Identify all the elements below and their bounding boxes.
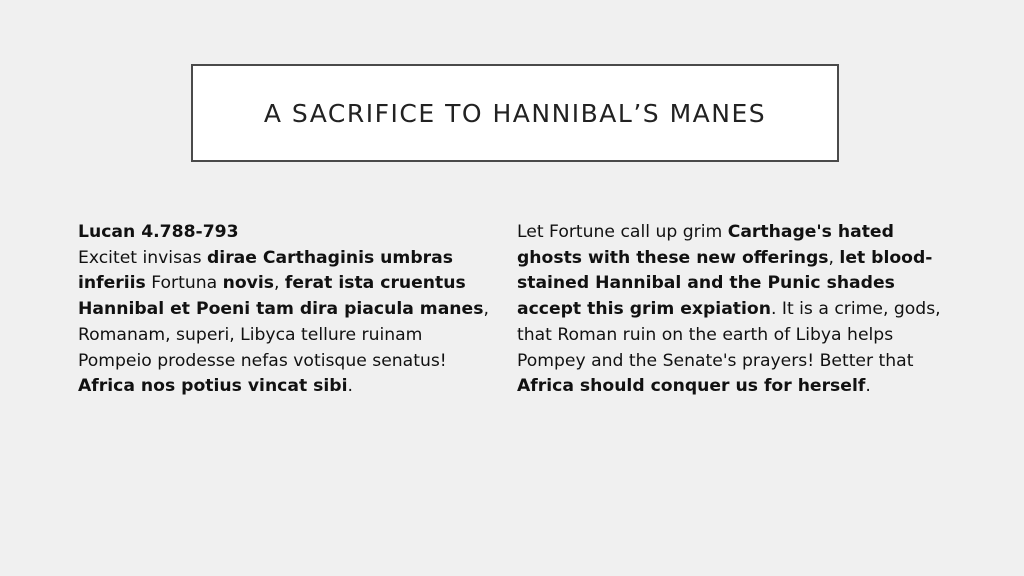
bold-span: accept this grim expiation — [517, 299, 771, 320]
text-span: . — [865, 376, 871, 397]
latin-line-2 — [78, 246, 518, 272]
english-line-2 — [517, 246, 957, 272]
text-span: Fortuna — [145, 273, 223, 294]
bold-span: Africa should conquer us for herself — [517, 376, 866, 397]
english-line-1 — [517, 220, 957, 246]
bold-span: ghosts with these new offerings — [517, 247, 829, 268]
english-line-6: Pompey and the Senate's prayers! Better that — [517, 350, 914, 371]
latin-line-6: Pompeio prodesse nefas votisque senatus! — [78, 350, 447, 371]
text-span: , — [828, 247, 840, 268]
bold-span: Carthage's hated — [727, 222, 894, 242]
english-text-block — [517, 220, 957, 400]
english-line-7 — [517, 374, 957, 400]
text-span: . It is a crime, gods, — [770, 299, 941, 320]
title-box — [191, 64, 839, 162]
text-span: . — [347, 376, 353, 397]
bold-span: stained Hannibal and the Punic shades — [517, 273, 895, 294]
text-span: , — [483, 299, 489, 320]
latin-line-5: Romanam, superi, Libyca tellure ruinam — [78, 324, 423, 345]
text-span: Excitet invisas — [78, 247, 207, 268]
bold-span: dirae Carthaginis umbras — [207, 247, 453, 268]
text-span: Let Fortune call up grim — [517, 222, 728, 242]
latin-heading-text: Lucan 4.788-793 — [78, 222, 239, 242]
bold-span: ferat ista cruentus — [284, 273, 466, 294]
bold-span: Hannibal et Poeni tam dira piacula manes — [78, 299, 484, 320]
english-line-5: that Roman ruin on the earth of Libya helps — [517, 324, 894, 345]
bold-span: Africa nos potius vincat sibi — [78, 376, 348, 397]
english-line-3 — [517, 271, 957, 297]
latin-line-4 — [78, 297, 518, 323]
latin-line-3 — [78, 271, 518, 297]
bold-span: let blood- — [839, 247, 933, 268]
bold-span: novis — [222, 273, 274, 294]
latin-text-block — [78, 220, 518, 400]
bold-span: inferiis — [78, 273, 146, 294]
english-line-4 — [517, 297, 957, 323]
slide-title: A SACRIFICE TO HANNIBAL’S MANES — [263, 98, 767, 128]
text-span: , — [273, 273, 285, 294]
latin-line-7 — [78, 374, 518, 400]
latin-heading — [78, 220, 518, 246]
